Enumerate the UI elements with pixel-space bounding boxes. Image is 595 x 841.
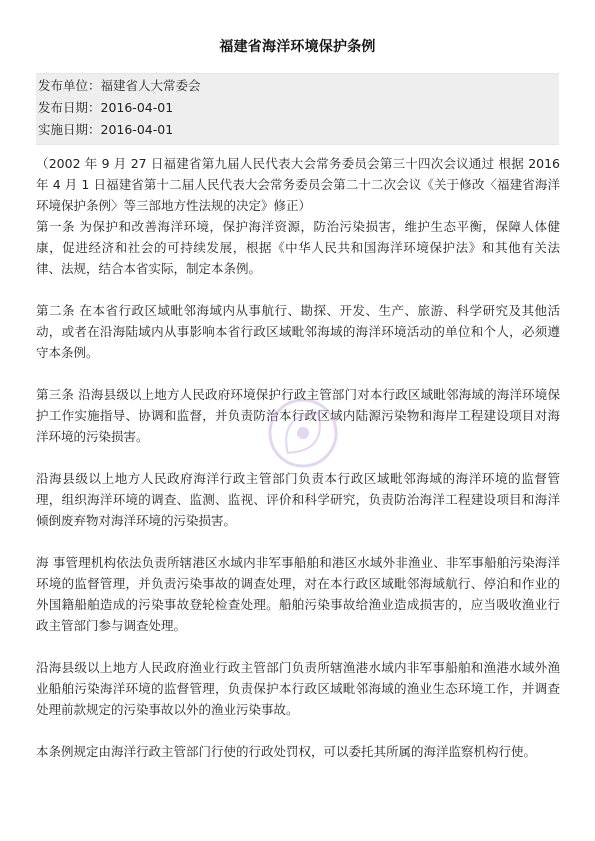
article-3-paragraph-3: 海 事管理机构依法负责所辖港区水域内非军事船舶和港区水域外非渔业、非军事船舶污染海洋环境的监督管理，并负责污染事故的调查处理，对在本行政区域毗邻海域航行、停泊和作业的外国籍船舶造成的污染事故登轮检查处理。船舶污染事故给渔业造成损害的，应当吸收渔业行政主管部门参与调查处理。: [36, 555, 560, 633]
document-meta-box: [36, 73, 559, 145]
amendment-note: （2002 年 9 月 27 日福建省第九届人民代表大会常务委员会第三十四次会议通过 根据 2016 年 4 月 1 日福建省第十二届人民代表大会常务委员会第二十二次会议《关于修改〈福建省海洋环境保护条例〉等三部地方性法规的决定》修正）: [36, 156, 560, 213]
document-body: [36, 153, 560, 783]
meta-effective-date: 实施日期：2016-04-01: [38, 122, 174, 137]
meta-publish-date: 发布日期：2016-04-01: [38, 100, 174, 115]
document-title: 福建省海洋环境保护条例: [219, 39, 376, 55]
article-3-paragraph-2: 沿海县级以上地方人民政府海洋行政主管部门负责本行政区域毗邻海域的海洋环境的监督管理，组织海洋环境的调查、监测、监视、评价和科学研究，负责防治海洋工程建设项目和海洋倾倒废弃物对海洋环境的污染损害。: [36, 471, 560, 528]
article-1: 第一条 为保护和改善海洋环境，保护海洋资源，防治污染损害，维护生态平衡，保障人体健康，促进经济和社会的可持续发展，根据《中华人民共和国海洋环境保护法》和其他有关法律、法规，结合本省实际，制定本条例。: [36, 219, 560, 276]
article-2: 第二条 在本省行政区域毗邻海域内从事航行、勘探、开发、生产、旅游、科学研究及其他活动，或者在沿海陆域内从事影响本省行政区域毗邻海域的海洋环境活动的单位和个人，必须遵守本条例。: [36, 303, 560, 360]
article-3: 第三条 沿海县级以上地方人民政府环境保护行政主管部门对本行政区域毗邻海域的海洋环境保护工作实施指导、协调和监督，并负责防治本行政区域内陆源污染物和海岸工程建设项目对海洋环境的污染损害。: [36, 387, 560, 444]
meta-publisher: 发布单位：福建省人大常委会: [38, 78, 201, 93]
article-3-paragraph-5: 本条例规定由海洋行政主管部门行使的行政处罚权，可以委托其所属的海洋监察机构行使。: [36, 744, 537, 759]
article-3-paragraph-4: 沿海县级以上地方人民政府渔业行政主管部门负责所辖渔港水域内非军事船舶和渔港水域外渔业船舶污染海洋环境的监督管理，负责保护本行政区域毗邻海域的渔业生态环境工作，并调查处理前款规定的污染事故以外的渔业污染事故。: [36, 660, 560, 717]
